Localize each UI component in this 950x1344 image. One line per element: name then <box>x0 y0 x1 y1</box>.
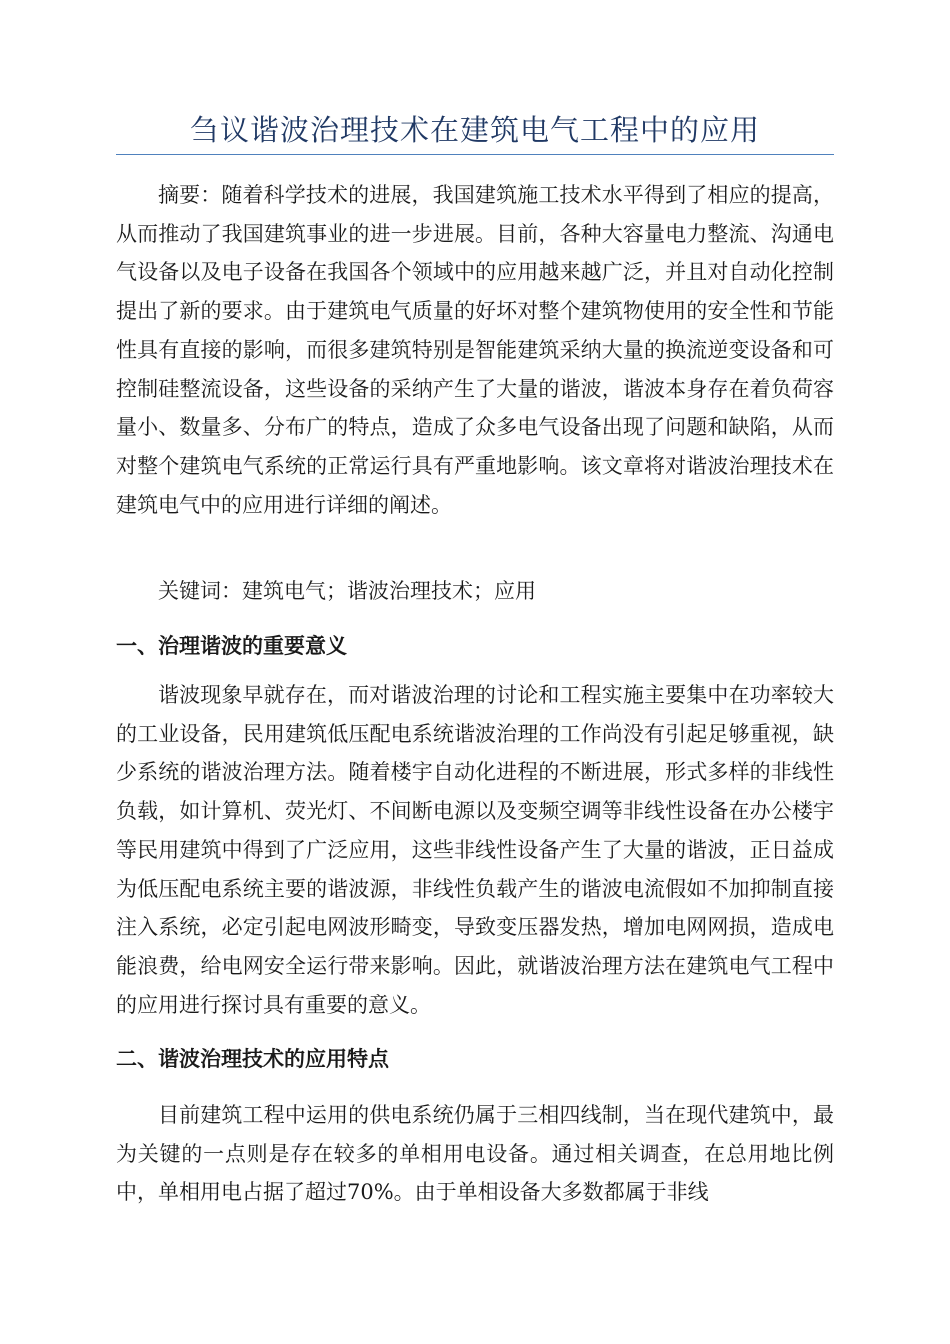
abstract-block <box>116 176 834 524</box>
document-title: 刍议谐波治理技术在建筑电气工程中的应用 <box>189 113 760 147</box>
section-2-heading: 二、谐波治理技术的应用特点 <box>116 1046 389 1071</box>
title-block <box>116 110 834 155</box>
section-1-heading-block <box>116 631 834 661</box>
section-2-heading-block <box>116 1044 834 1074</box>
section-2-paragraph: 目前建筑工程中运用的供电系统仍属于三相四线制，当在现代建筑中，最为关键的一点则是存在较多的单相用电设备。通过相关调查，在总用地比例中，单相用电占据了超过70%。由于单相设备大多数都属于非线 <box>116 1103 834 1205</box>
section-1-heading: 一、治理谐波的重要意义 <box>116 633 347 658</box>
keywords-block <box>116 572 834 611</box>
keywords-line: 关键词：建筑电气；谐波治理技术；应用 <box>158 579 536 603</box>
section-2-body-block <box>116 1096 834 1212</box>
section-1-paragraph: 谐波现象早就存在，而对谐波治理的讨论和工程实施主要集中在功率较大的工业设备，民用建筑低压配电系统谐波治理的工作尚没有引起足够重视，缺少系统的谐波治理方法。随着楼宇自动化进程的不断进展，形式多样的非线性负载，如计算机、荧光灯、不间断电源以及变频空调等非线性设备在办公楼宇等民用建筑中得到了广泛应用，这些非线性设备产生了大量的谐波，正日益成为低压配电系统主要的谐波源，非线性负载产生的谐波电流假如不加抑制直接注入系统，必定引起电网波形畸变，导致变压器发热，增加电网网损，造成电能浪费，给电网安全运行带来影响。因此，就谐波治理方法在建筑电气工程中的应用进行探讨具有重要的意义。 <box>116 683 834 1017</box>
abstract-paragraph: 摘要：随着科学技术的进展，我国建筑施工技术水平得到了相应的提高，从而推动了我国建筑事业的进一步进展。目前，各种大容量电力整流、沟通电气设备以及电子设备在我国各个领域中的应用越来越广泛，并且对自动化控制提出了新的要求。由于建筑电气质量的好坏对整个建筑物使用的安全性和节能性具有直接的影响，而很多建筑特别是智能建筑采纳大量的换流逆变设备和可控制硅整流设备，这些设备的采纳产生了大量的谐波，谐波本身存在着负荷容量小、数量多、分布广的特点，造成了众多电气设备出现了问题和缺陷，从而对整个建筑电气系统的正常运行具有严重地影响。该文章将对谐波治理技术在建筑电气中的应用进行详细的阐述。 <box>116 183 834 517</box>
section-1-body-block <box>116 676 834 1024</box>
